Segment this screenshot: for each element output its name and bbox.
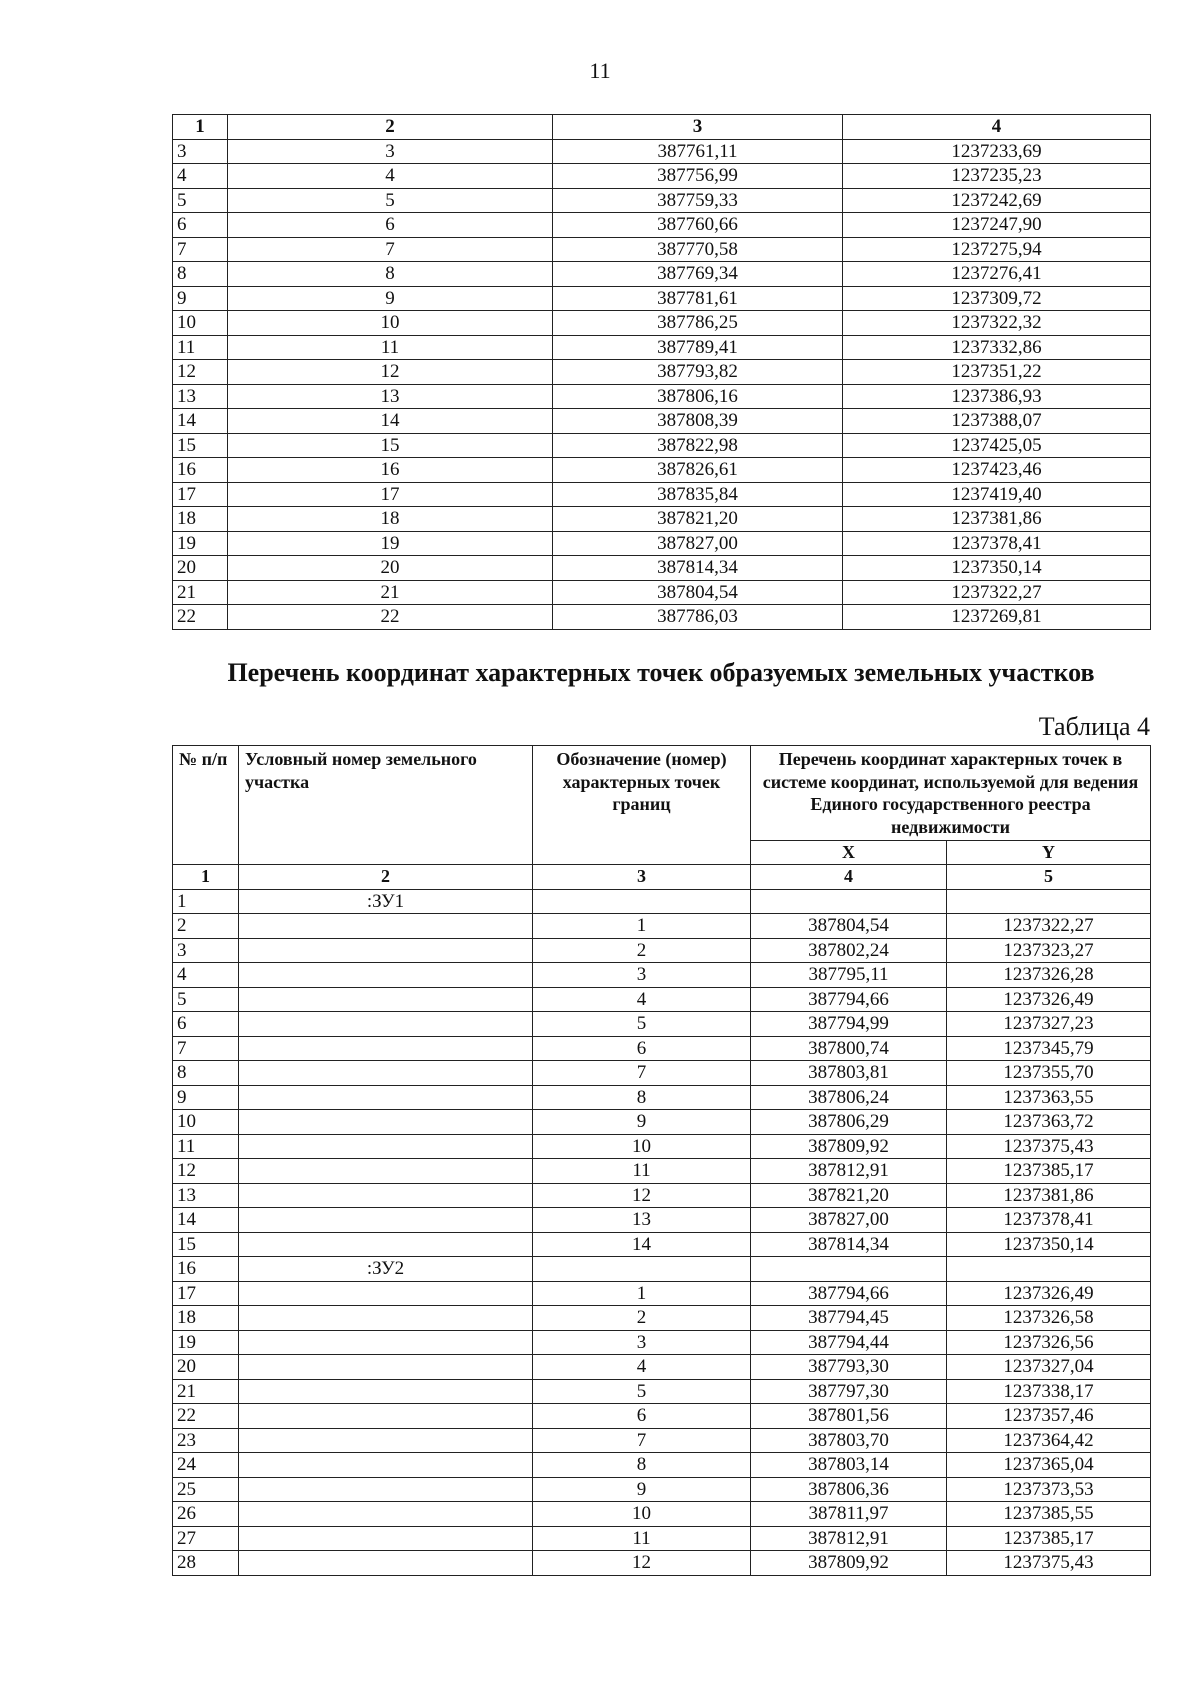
table-cell: 18 (173, 507, 228, 532)
table-cell: 22 (173, 605, 228, 630)
table-cell: 17 (228, 482, 553, 507)
table-cell: 5 (533, 1012, 751, 1037)
table-cell: 16 (173, 458, 228, 483)
table-cell (947, 1257, 1151, 1282)
table-row (173, 164, 1151, 189)
table-cell: 387797,30 (751, 1379, 947, 1404)
table-cell: 1237275,94 (843, 237, 1151, 262)
table-cell: 22 (228, 605, 553, 630)
table-cell: 387806,24 (751, 1085, 947, 1110)
table-cell: 387756,99 (553, 164, 843, 189)
table-cell: 1237332,86 (843, 335, 1151, 360)
table-cell: 387759,33 (553, 188, 843, 213)
table-cell: 1237381,86 (947, 1183, 1151, 1208)
table-cell: 10 (228, 311, 553, 336)
table-cell: 1237385,55 (947, 1502, 1151, 1527)
table-cell: 1237425,05 (843, 433, 1151, 458)
table-cell: 1237385,17 (947, 1159, 1151, 1184)
table-cell: 4 (228, 164, 553, 189)
table-cell: 387804,54 (553, 580, 843, 605)
table-cell: 1237351,22 (843, 360, 1151, 385)
table-cell: 19 (228, 531, 553, 556)
table-cell (239, 1036, 533, 1061)
table-cell: 15 (173, 433, 228, 458)
table-row (173, 938, 1151, 963)
table-cell: 387794,66 (751, 1281, 947, 1306)
table-cell: :ЗУ2 (239, 1257, 533, 1282)
table-cell: 20 (173, 1355, 239, 1380)
table-cell: 14 (173, 409, 228, 434)
table-cell: 1237375,43 (947, 1134, 1151, 1159)
table-cell: 18 (173, 1306, 239, 1331)
table-cell: 2 (173, 914, 239, 939)
table-cell: 387827,00 (553, 531, 843, 556)
table-cell (239, 1477, 533, 1502)
table-cell: 1237309,72 (843, 286, 1151, 311)
table-cell (239, 1526, 533, 1551)
table-row (173, 531, 1151, 556)
table-cell (751, 1257, 947, 1282)
table-row (173, 188, 1151, 213)
table-cell: 3 (173, 938, 239, 963)
table-cell: 387812,91 (751, 1159, 947, 1184)
table-row (173, 1183, 1151, 1208)
table-row (173, 889, 1151, 914)
table-cell: 6 (173, 1012, 239, 1037)
table-row (173, 1404, 1151, 1429)
table-cell: 1237326,49 (947, 987, 1151, 1012)
table-cell: 10 (173, 311, 228, 336)
table-cell: 1237350,14 (947, 1232, 1151, 1257)
table-cell: 387795,11 (751, 963, 947, 988)
table-cell: 387822,98 (553, 433, 843, 458)
table-cell: 2 (533, 938, 751, 963)
table-cell: 387794,99 (751, 1012, 947, 1037)
table-cell: 387789,41 (553, 335, 843, 360)
table-cell: 1 (533, 1281, 751, 1306)
table-cell: 5 (173, 188, 228, 213)
page-number: 11 (589, 58, 611, 83)
table-cell (239, 1281, 533, 1306)
table-cell: 11 (173, 335, 228, 360)
table-row (173, 139, 1151, 164)
table-cell: 387821,20 (751, 1183, 947, 1208)
table-row (173, 335, 1151, 360)
header-y: Y (947, 841, 1151, 865)
table-cell: 13 (228, 384, 553, 409)
table-cell: 4 (173, 963, 239, 988)
table-row (173, 1453, 1151, 1478)
table-cell: 18 (228, 507, 553, 532)
table-cell: 1237322,27 (947, 914, 1151, 939)
table-cell (239, 1183, 533, 1208)
table-row (173, 237, 1151, 262)
table-cell: 1237326,28 (947, 963, 1151, 988)
header-plot-number: Условный номер земельного участка (239, 746, 533, 865)
table-cell (533, 889, 751, 914)
table-cell: 1237345,79 (947, 1036, 1151, 1061)
table-cell: 14 (228, 409, 553, 434)
table-cell: 3 (533, 1330, 751, 1355)
table-cell (947, 889, 1151, 914)
table-row (173, 1257, 1151, 1282)
table-cell (239, 1208, 533, 1233)
table-cell: 387812,91 (751, 1526, 947, 1551)
table-cell: 387827,00 (751, 1208, 947, 1233)
table-cell: 387761,11 (553, 139, 843, 164)
table-cell: 387803,81 (751, 1061, 947, 1086)
table-cell (751, 889, 947, 914)
table-row (173, 1085, 1151, 1110)
table-cell (239, 1404, 533, 1429)
column-header: 1 (173, 115, 228, 140)
table-cell: 387803,14 (751, 1453, 947, 1478)
table-cell: 12 (533, 1551, 751, 1576)
table-row (173, 384, 1151, 409)
table-row (173, 286, 1151, 311)
table-cell: 21 (228, 580, 553, 605)
table-cell: 1237322,32 (843, 311, 1151, 336)
table-row (173, 1232, 1151, 1257)
table-cell: 19 (173, 531, 228, 556)
table-cell: 6 (533, 1404, 751, 1429)
table-cell: 4 (173, 164, 228, 189)
table-cell: 7 (228, 237, 553, 262)
table-row (173, 914, 1151, 939)
table-cell: 1237338,17 (947, 1379, 1151, 1404)
table-cell: 27 (173, 1526, 239, 1551)
header-row-number: № п/п (173, 746, 239, 865)
table-row (173, 433, 1151, 458)
table-cell: 14 (173, 1208, 239, 1233)
table-cell: 20 (173, 556, 228, 581)
table-cell: 21 (173, 1379, 239, 1404)
table-cell: 387814,34 (553, 556, 843, 581)
table-cell (239, 1428, 533, 1453)
table-cell: 1237388,07 (843, 409, 1151, 434)
table-cell: 4 (533, 987, 751, 1012)
table-cell: 11 (533, 1159, 751, 1184)
table-cell: 387803,70 (751, 1428, 947, 1453)
table-cell: 387770,58 (553, 237, 843, 262)
table-row (173, 1477, 1151, 1502)
table-cell: 23 (173, 1428, 239, 1453)
table-cell: 1237364,42 (947, 1428, 1151, 1453)
table-cell: 4 (533, 1355, 751, 1380)
header-point-designation: Обозначение (номер) характерных точек границ (533, 746, 751, 865)
table-cell: 8 (533, 1085, 751, 1110)
table-cell: 387794,44 (751, 1330, 947, 1355)
table-cell (239, 1502, 533, 1527)
table-cell (239, 914, 533, 939)
column-number: 1 (173, 865, 239, 890)
header-x: X (751, 841, 947, 865)
table-cell (239, 987, 533, 1012)
table-row (173, 1208, 1151, 1233)
table-cell: 387806,16 (553, 384, 843, 409)
table-cell: 9 (533, 1110, 751, 1135)
table-row (173, 1012, 1151, 1037)
table-cell: 8 (228, 262, 553, 287)
table-cell: 1237327,23 (947, 1012, 1151, 1037)
table-cell: 16 (173, 1257, 239, 1282)
table-cell: 387801,56 (751, 1404, 947, 1429)
table-cell: 10 (533, 1502, 751, 1527)
table-cell: 1237326,58 (947, 1306, 1151, 1331)
table-cell: 1237423,46 (843, 458, 1151, 483)
table-cell: 1237363,55 (947, 1085, 1151, 1110)
table-cell: 387806,29 (751, 1110, 947, 1135)
table-cell: 10 (173, 1110, 239, 1135)
table-cell: 387794,66 (751, 987, 947, 1012)
table-cell: 387760,66 (553, 213, 843, 238)
table-4-land-plot-coordinates (172, 745, 1151, 1576)
table-cell: 1237386,93 (843, 384, 1151, 409)
table-cell: 1237357,46 (947, 1404, 1151, 1429)
table-row (173, 1502, 1151, 1527)
table-cell: 7 (533, 1061, 751, 1086)
table-cell: 11 (228, 335, 553, 360)
header-coordinates-list: Перечень координат характерных точек в системе координат, используемой для ведения Единого государственного реестра недвижимости (751, 746, 1151, 841)
table-cell: 22 (173, 1404, 239, 1429)
table-cell: 387826,61 (553, 458, 843, 483)
table-cell: 12 (228, 360, 553, 385)
table-row (173, 1428, 1151, 1453)
column-number-row (173, 865, 1151, 890)
table-cell (239, 938, 533, 963)
column-number: 3 (533, 865, 751, 890)
table-cell: :ЗУ1 (239, 889, 533, 914)
table-row (173, 262, 1151, 287)
table-cell: 387804,54 (751, 914, 947, 939)
table-cell: 15 (173, 1232, 239, 1257)
table-cell: 1 (533, 914, 751, 939)
table-cell (239, 1061, 533, 1086)
table-cell: 1237350,14 (843, 556, 1151, 581)
table-cell: 5 (228, 188, 553, 213)
table-cell: 387786,25 (553, 311, 843, 336)
table-cell: 1237269,81 (843, 605, 1151, 630)
table-cell: 9 (228, 286, 553, 311)
column-number: 5 (947, 865, 1151, 890)
table-cell: 1237381,86 (843, 507, 1151, 532)
column-number: 2 (239, 865, 533, 890)
table-row (173, 1134, 1151, 1159)
table-row (173, 482, 1151, 507)
table-cell (239, 1551, 533, 1576)
table-cell: 9 (173, 1085, 239, 1110)
table-cell: 387809,92 (751, 1134, 947, 1159)
table-cell: 3 (533, 963, 751, 988)
table-cell: 1237373,53 (947, 1477, 1151, 1502)
table-cell: 1237375,43 (947, 1551, 1151, 1576)
table-cell (239, 1085, 533, 1110)
table-row (173, 409, 1151, 434)
table-cell: 1237378,41 (843, 531, 1151, 556)
table-row (173, 507, 1151, 532)
table-cell: 5 (173, 987, 239, 1012)
table-cell (533, 1257, 751, 1282)
table-cell: 25 (173, 1477, 239, 1502)
table-row (173, 1159, 1151, 1184)
table-row (173, 1061, 1151, 1086)
table-cell: 1237327,04 (947, 1355, 1151, 1380)
table-cell: 7 (173, 237, 228, 262)
table-cell (239, 1159, 533, 1184)
table-cell (239, 1012, 533, 1037)
column-header: 3 (553, 115, 843, 140)
table-cell: 17 (173, 482, 228, 507)
table-cell: 387809,92 (751, 1551, 947, 1576)
table-cell: 387794,45 (751, 1306, 947, 1331)
table-cell: 7 (533, 1428, 751, 1453)
table-cell: 1237326,56 (947, 1330, 1151, 1355)
table-cell: 21 (173, 580, 228, 605)
table-row (173, 963, 1151, 988)
table-cell (239, 1379, 533, 1404)
table-cell: 13 (533, 1208, 751, 1233)
table-cell: 8 (173, 262, 228, 287)
table-cell: 1237242,69 (843, 188, 1151, 213)
table-cell (239, 1232, 533, 1257)
table-cell: 24 (173, 1453, 239, 1478)
table-cell: 387814,34 (751, 1232, 947, 1257)
table-cell: 9 (173, 286, 228, 311)
table-cell: 1237323,27 (947, 938, 1151, 963)
table-cell: 1237419,40 (843, 482, 1151, 507)
table-cell: 387800,74 (751, 1036, 947, 1061)
table-cell: 3 (228, 139, 553, 164)
table-cell: 28 (173, 1551, 239, 1576)
table-row (173, 458, 1151, 483)
table-cell: 6 (533, 1036, 751, 1061)
table-row (173, 605, 1151, 630)
table-cell: 3 (173, 139, 228, 164)
coordinates-table-continued (172, 114, 1151, 630)
table-header-row (173, 115, 1151, 140)
table-cell: 11 (173, 1134, 239, 1159)
table-cell: 387786,03 (553, 605, 843, 630)
table-row (173, 1379, 1151, 1404)
table-cell: 12 (533, 1183, 751, 1208)
table-row (173, 213, 1151, 238)
table-cell: 1237233,69 (843, 139, 1151, 164)
table-cell: 11 (533, 1526, 751, 1551)
table-cell: 5 (533, 1379, 751, 1404)
table-cell (239, 1306, 533, 1331)
table-cell: 387821,20 (553, 507, 843, 532)
table-cell: 1237326,49 (947, 1281, 1151, 1306)
table-cell: 19 (173, 1330, 239, 1355)
table-cell: 387835,84 (553, 482, 843, 507)
table-cell: 1237322,27 (843, 580, 1151, 605)
table-cell (239, 1453, 533, 1478)
table-row (173, 1330, 1151, 1355)
table-cell: 2 (533, 1306, 751, 1331)
table-row (173, 360, 1151, 385)
table-row (173, 1110, 1151, 1135)
table-cell: 9 (533, 1477, 751, 1502)
table-cell: 12 (173, 1159, 239, 1184)
table-cell: 26 (173, 1502, 239, 1527)
table-cell: 1237247,90 (843, 213, 1151, 238)
table-cell: 1 (173, 889, 239, 914)
table-cell: 1237355,70 (947, 1061, 1151, 1086)
column-header: 4 (843, 115, 1151, 140)
table-header-row (173, 746, 1151, 841)
table-cell: 1237276,41 (843, 262, 1151, 287)
table-cell (239, 1134, 533, 1159)
table-row (173, 1526, 1151, 1551)
table-row (173, 311, 1151, 336)
table-cell: 387811,97 (751, 1502, 947, 1527)
table-cell: 387781,61 (553, 286, 843, 311)
table-cell: 1237378,41 (947, 1208, 1151, 1233)
table-cell: 20 (228, 556, 553, 581)
table-row (173, 1551, 1151, 1576)
table-cell: 1237363,72 (947, 1110, 1151, 1135)
table-cell: 387793,82 (553, 360, 843, 385)
table-cell (239, 1110, 533, 1135)
table-cell: 7 (173, 1036, 239, 1061)
table-row (173, 556, 1151, 581)
table-cell: 16 (228, 458, 553, 483)
table-cell: 10 (533, 1134, 751, 1159)
table-cell: 387793,30 (751, 1355, 947, 1380)
column-number: 4 (751, 865, 947, 890)
table-cell (239, 1330, 533, 1355)
table-cell: 13 (173, 384, 228, 409)
table-cell: 12 (173, 360, 228, 385)
table-cell: 387808,39 (553, 409, 843, 434)
table-cell: 1237365,04 (947, 1453, 1151, 1478)
table-cell: 17 (173, 1281, 239, 1306)
table-cell: 13 (173, 1183, 239, 1208)
section-heading: Перечень координат характерных точек образуемых земельных участков (227, 658, 1095, 687)
table-row (173, 1306, 1151, 1331)
table-cell: 6 (173, 213, 228, 238)
table-caption: Таблица 4 (1038, 712, 1150, 741)
table-row (173, 1036, 1151, 1061)
table-cell: 8 (533, 1453, 751, 1478)
table-cell: 8 (173, 1061, 239, 1086)
column-header: 2 (228, 115, 553, 140)
table-row (173, 1355, 1151, 1380)
table-cell: 387769,34 (553, 262, 843, 287)
table-row (173, 580, 1151, 605)
table-row (173, 1281, 1151, 1306)
table-cell: 15 (228, 433, 553, 458)
table-cell: 1237235,23 (843, 164, 1151, 189)
table-cell (239, 1355, 533, 1380)
table-row (173, 987, 1151, 1012)
table-cell: 387802,24 (751, 938, 947, 963)
table-cell: 14 (533, 1232, 751, 1257)
table-cell: 1237385,17 (947, 1526, 1151, 1551)
table-cell (239, 963, 533, 988)
table-cell: 387806,36 (751, 1477, 947, 1502)
table-cell: 6 (228, 213, 553, 238)
